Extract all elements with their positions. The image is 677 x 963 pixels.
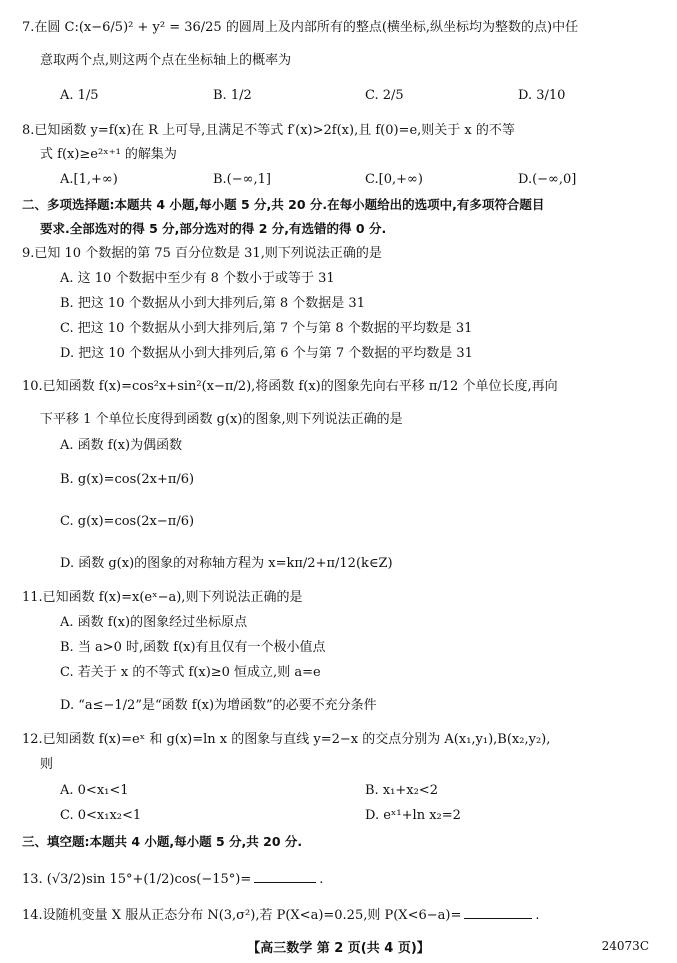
q13 bbox=[22, 870, 323, 888]
q12-option-d: D. eˣ¹+ln x₂=2 bbox=[365, 808, 461, 823]
q10-line1: 10.已知函数 f(x)=cos²x+sin²(x−π/2),将函数 f(x)的图象先向右平移 π/12 个单位长度,再向 bbox=[22, 379, 558, 394]
q8-line1: 8.已知函数 y=f(x)在 R 上可导,且满足不等式 f′(x)>2f(x),且 f(0)=e,则关于 x 的不等 bbox=[22, 123, 515, 138]
q8-option-d: D.(−∞,0] bbox=[518, 172, 577, 187]
q10-line2: 下平移 1 个单位长度得到函数 g(x)的图象,则下列说法正确的是 bbox=[40, 412, 403, 427]
q11-option-d: D. “a≤−1/2”是“函数 f(x)为增函数”的必要不充分条件 bbox=[60, 698, 377, 713]
q12-option-c: C. 0<x₁x₂<1 bbox=[60, 808, 142, 823]
q11-option-c: C. 若关于 x 的不等式 f(x)≥0 恒成立,则 a=e bbox=[60, 665, 321, 680]
q9-option-d: D. 把这 10 个数据从小到大排列后,第 6 个与第 7 个数据的平均数是 31 bbox=[60, 346, 473, 361]
q8-option-c: C.[0,+∞) bbox=[365, 172, 423, 187]
q12-line1: 12.已知函数 f(x)=eˣ 和 g(x)=ln x 的图象与直线 y=2−x 的交点分别为 A(x₁,y₁),B(x₂,y₂), bbox=[22, 732, 551, 747]
q12-option-b: B. x₁+x₂<2 bbox=[365, 783, 438, 798]
q12-line2: 则 bbox=[40, 757, 54, 772]
q8-option-a: A.[1,+∞) bbox=[60, 172, 118, 187]
q13-answer-blank[interactable] bbox=[254, 870, 316, 883]
q13-end: . bbox=[319, 872, 324, 887]
q7-option-c: C. 2/5 bbox=[365, 88, 404, 103]
q7-option-a: A. 1/5 bbox=[60, 88, 99, 103]
section2-heading-line1: 二、多项选择题:本题共 4 小题,每小题 5 分,共 20 分.在每小题给出的选项中,有多项符合题目 bbox=[22, 197, 545, 212]
q9-stem: 9.已知 10 个数据的第 75 百分位数是 31,则下列说法正确的是 bbox=[22, 246, 382, 261]
q7-option-d: D. 3/10 bbox=[518, 88, 566, 103]
q14-text: 14.设随机变量 X 服从正态分布 N(3,σ²),若 P(X<a)=0.25,则 P(X<6−a)= bbox=[22, 908, 462, 923]
q9-option-a: A. 这 10 个数据中至少有 8 个数小于或等于 31 bbox=[60, 271, 335, 286]
q8-option-b: B.(−∞,1] bbox=[213, 172, 271, 187]
q8-line2: 式 f(x)≥e²ˣ⁺¹ 的解集为 bbox=[40, 147, 177, 162]
q10-option-a: A. 函数 f(x)为偶函数 bbox=[60, 438, 183, 453]
q10-option-d: D. 函数 g(x)的图象的对称轴方程为 x=kπ/2+π/12(k∈Z) bbox=[60, 556, 393, 571]
exam-code: 24073C bbox=[601, 939, 649, 953]
q10-option-c: C. g(x)=cos(2x−π/6) bbox=[60, 514, 195, 529]
section2-heading-line2: 要求.全部选对的得 5 分,部分选对的得 2 分,有选错的得 0 分. bbox=[40, 221, 387, 236]
q14 bbox=[22, 906, 539, 924]
q13-text: 13. (√3/2)sin 15°+(1/2)cos(−15°)= bbox=[22, 872, 252, 887]
section3-heading: 三、填空题:本题共 4 小题,每小题 5 分,共 20 分. bbox=[22, 834, 303, 849]
q7-line2: 意取两个点,则这两个点在坐标轴上的概率为 bbox=[40, 53, 292, 68]
q11-option-b: B. 当 a>0 时,函数 f(x)有且仅有一个极小值点 bbox=[60, 640, 326, 655]
q10-option-b: B. g(x)=cos(2x+π/6) bbox=[60, 472, 195, 487]
q7-option-b: B. 1/2 bbox=[213, 88, 252, 103]
q7-line1: 7.在圆 C:(x−6/5)² + y² = 36/25 的圆周上及内部所有的整点(横坐标,纵坐标均为整数的点)中任 bbox=[22, 20, 579, 35]
q9-option-c: C. 把这 10 个数据从小到大排列后,第 7 个与第 8 个数据的平均数是 31 bbox=[60, 321, 473, 336]
q9-option-b: B. 把这 10 个数据从小到大排列后,第 8 个数据是 31 bbox=[60, 296, 365, 311]
q11-option-a: A. 函数 f(x)的图象经过坐标原点 bbox=[60, 615, 248, 630]
q12-option-a: A. 0<x₁<1 bbox=[60, 783, 129, 798]
q11-stem: 11.已知函数 f(x)=x(eˣ−a),则下列说法正确的是 bbox=[22, 590, 303, 605]
page-footer-title: 【高三数学 第 2 页(共 4 页)】 bbox=[247, 941, 430, 956]
q14-end: . bbox=[535, 908, 540, 923]
q14-answer-blank[interactable] bbox=[464, 906, 532, 919]
